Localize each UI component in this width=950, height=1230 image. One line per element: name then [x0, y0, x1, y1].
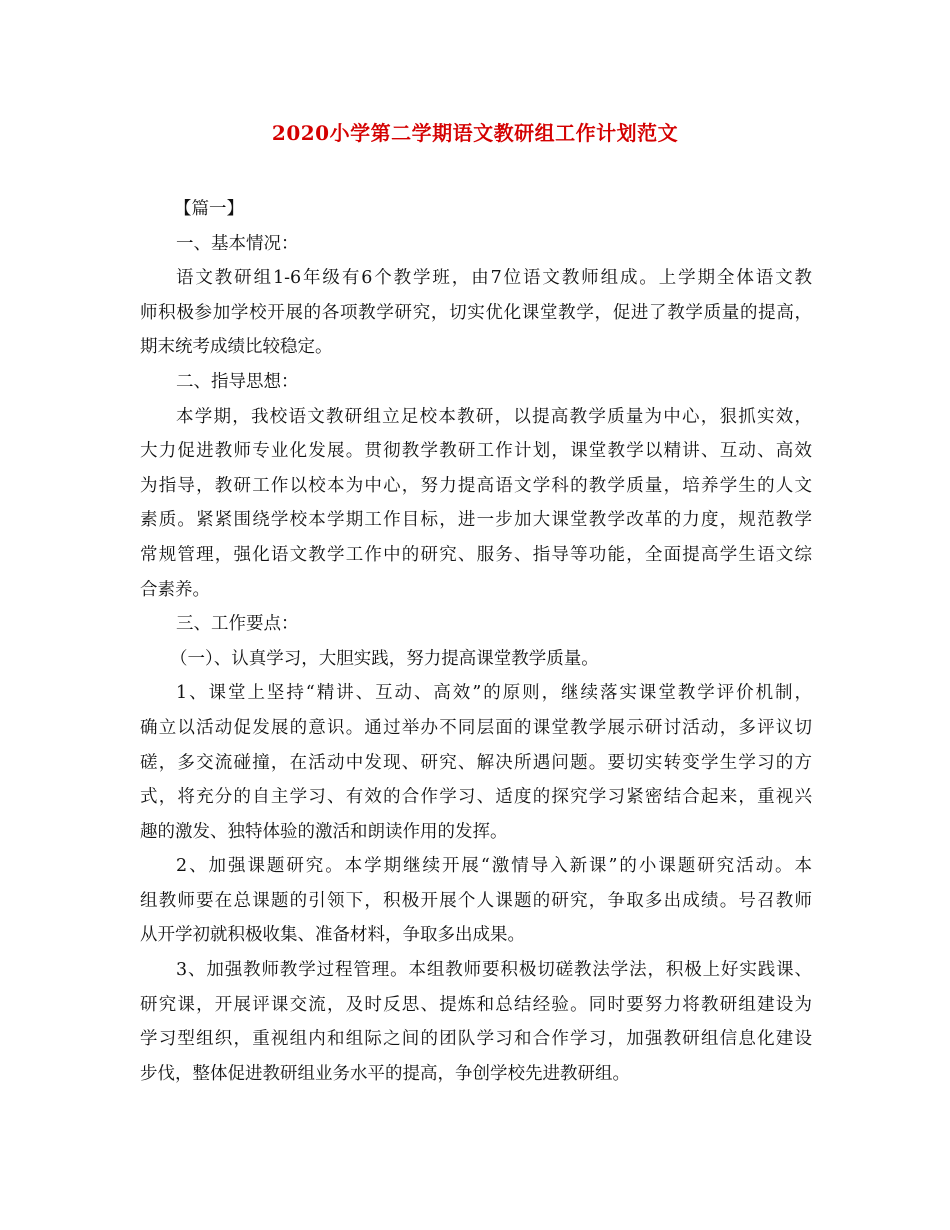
section-label: 【篇一】 [174, 199, 244, 219]
paragraph-line: 本学期，我校语文教研组立足校本教研，以提高教学质量为中心，狠抓实效， [176, 406, 812, 427]
paragraph-line: 组教师要在总课题的引领下，积极开展个人课题的研究，争取多出成绩。号召教师 [140, 890, 812, 911]
paragraph-line: 3、加强教师教学过程管理。本组教师要积极切磋教法学法，积极上好实践课、 [176, 960, 812, 981]
paragraph-line: 确立以活动促发展的意识。通过举办不同层面的课堂教学展示研讨活动，多评议切 [140, 717, 812, 738]
paragraph-line: 素质。紧紧围绕学校本学期工作目标，进一步加大课堂教学改革的力度，规范教学 [140, 510, 812, 531]
paragraph-line: 1、课堂上坚持“精讲、互动、高效”的原则，继续落实课堂教学评价机制， [176, 683, 812, 704]
paragraph-line: 研究课，开展评课交流，及时反思、提炼和总结经验。同时要努力将教研组建设为 [140, 994, 812, 1015]
subheading-study-practice: （一）、认真学习，大胆实践，努力提高课堂教学质量。 [170, 648, 599, 669]
paragraph-line: 步伐，整体促进教研组业务水平的提高，争创学校先进教研组。 [140, 1063, 630, 1084]
heading-work-points: 三、工作要点： [176, 614, 299, 635]
paragraph-line: 从开学初就积极收集、准备材料，争取多出成果。 [140, 925, 525, 946]
paragraph-line: 磋，多交流碰撞，在活动中发现、研究、解决所遇问题。要切实转变学生学习的方 [140, 752, 812, 773]
paragraph-line: 合素养。 [140, 579, 210, 600]
paragraph-line: 期末统考成绩比较稳定。 [140, 337, 333, 358]
paragraph-line: 为指导，教研工作以校本为中心，努力提高语文学科的教学质量，培养学生的人文 [140, 475, 812, 496]
paragraph-line: 式，将充分的自主学习、有效的合作学习、适度的探究学习紧密结合起来，重视兴 [140, 787, 812, 808]
paragraph-line: 趣的激发、独特体验的激活和朗读作用的发挥。 [140, 821, 508, 842]
heading-guiding-thought: 二、指导思想： [176, 371, 299, 392]
paragraph-line: 师积极参加学校开展的各项教学研究，切实优化课堂教学，促进了教学质量的提高， [140, 302, 812, 323]
paragraph-line: 语文教研组1-6年级有6个教学班，由7位语文教师组成。上学期全体语文教 [176, 268, 812, 289]
document-title: 2020小学第二学期语文教研组工作计划范文 [271, 121, 679, 145]
paragraph-line: 常规管理，强化语文教学工作中的研究、服务、指导等功能，全面提高学生语文综 [140, 544, 812, 565]
document-body [140, 192, 812, 1091]
paragraph-line: 2、加强课题研究。本学期继续开展“激情导入新课”的小课题研究活动。本 [176, 856, 812, 877]
heading-basic-situation: 一、基本情况： [176, 233, 299, 254]
paragraph-line: 学习型组织，重视组内和组际之间的团队学习和合作学习，加强教研组信息化建设 [140, 1029, 812, 1050]
paragraph-line: 大力促进教师专业化发展。贯彻教学教研工作计划，课堂教学以精讲、互动、高效 [140, 441, 812, 462]
